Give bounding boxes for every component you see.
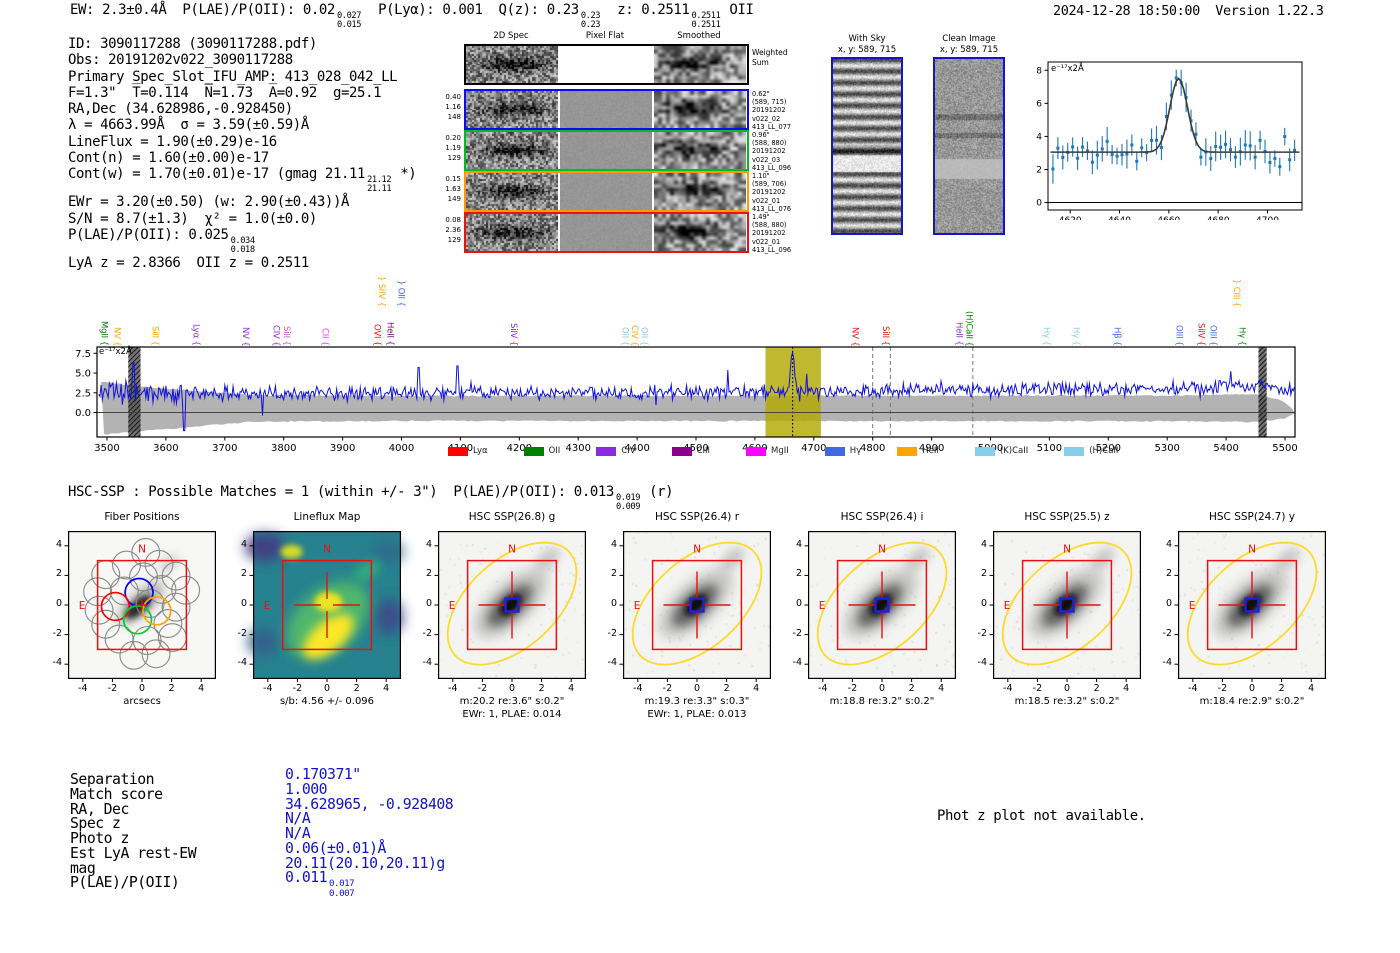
svg-text:E: E <box>78 600 86 612</box>
panel-ytick: 2 <box>795 568 802 580</box>
match-table-labels <box>70 773 196 891</box>
cutout-row <box>464 171 749 212</box>
svg-text:E: E <box>448 600 456 612</box>
legend-label: HeII <box>922 446 939 456</box>
panel-xtick: -2 <box>107 683 118 694</box>
panel-title: HSC SSP(26.4) i <box>840 511 924 523</box>
panel-hsc-6 <box>1148 510 1356 725</box>
panel-xtick: -2 <box>847 683 858 694</box>
svg-text:N: N <box>878 543 886 556</box>
match-row-value: 0.011 0.017 0.007 <box>285 869 355 899</box>
cutout-left-line: 129 <box>447 236 461 244</box>
spectrum-line-label-NV: NV { <box>239 326 250 346</box>
cutout-right-line: v022_01 <box>752 196 781 205</box>
cutout-right-line: 20191202 <box>752 106 786 115</box>
cutout-row-right-label <box>752 213 791 254</box>
legend-swatch <box>746 447 766 456</box>
panel-xtick: -4 <box>448 683 458 694</box>
panel-fiber-0 <box>38 510 246 725</box>
stacked-uncertainty: 0.2511 0.2511 <box>691 10 721 30</box>
info-line: Obs: 20191202v022_3090117288 <box>68 52 293 69</box>
legend-swatch <box>448 447 468 456</box>
panel-xtick: 4 <box>1308 683 1315 694</box>
panel-image-hsc <box>808 531 956 679</box>
cutout-image-smooth <box>654 91 746 128</box>
info-line: Cont(n) = 1.60(±0.00)e-17 <box>68 150 269 167</box>
match-row-label: P(LAE)/P(OII) <box>70 874 180 892</box>
panel-ytick: -2 <box>422 627 432 639</box>
legend-item-KCaII <box>975 446 1028 456</box>
cutout-image-spec2d <box>466 173 558 210</box>
panel-xtick: -2 <box>477 683 488 694</box>
legend-label: (H)CaII <box>1089 446 1119 456</box>
panel-xlabel: m:18.8 re:3.2" s:0.2" <box>829 696 935 707</box>
info-line: LineFlux = 1.90(±0.29)e-16 <box>68 133 277 150</box>
cutout-row <box>464 130 749 171</box>
panel-xtick: -4 <box>1003 683 1013 694</box>
cutout-row <box>464 44 749 85</box>
svg-text:N: N <box>323 543 331 556</box>
panel-xtick: 4 <box>568 683 575 694</box>
match-row-label: Photo z <box>70 830 129 847</box>
svg-text:E: E <box>1188 600 1196 612</box>
match-row-label: Est LyA rest-EW <box>70 844 197 862</box>
legend-item-Ly <box>448 446 488 456</box>
spectrum-line-label-SiII: SiII { <box>880 326 891 346</box>
spectrum-line-label-SiIV: SiIV { <box>507 323 518 346</box>
match-row-value: N/A <box>285 825 311 842</box>
cutout-left-line: 148 <box>447 113 461 121</box>
sky-panel-sky <box>831 57 903 235</box>
cutout-column-title: Pixel Flat <box>585 31 625 41</box>
panel-ytick: 4 <box>1165 538 1172 550</box>
panel-flux-1 <box>223 510 431 725</box>
spectrum-line-label-OII: OII { <box>619 327 630 346</box>
legend-label: MgII <box>771 446 789 456</box>
panel-ytick: -2 <box>52 627 62 639</box>
legend-label: Lyα <box>473 446 488 456</box>
spectrum-line-label-H: Hγ { <box>1070 327 1081 346</box>
cutout-left-line: 1.16 <box>445 103 461 111</box>
legend-label: CIII <box>696 446 711 456</box>
spectrum-line-label-SiIV: SiIV { <box>1195 323 1206 346</box>
panel-ytick: 0 <box>55 598 62 609</box>
spectrum-line-label-MgII: MgII { <box>98 321 109 346</box>
cutout-image-smooth <box>654 173 746 210</box>
panel-ytick: 4 <box>425 538 432 550</box>
panel-title: HSC SSP(25.5) z <box>1024 511 1110 523</box>
panel-ytick: 2 <box>425 568 432 580</box>
panel-image-hsc <box>993 531 1141 679</box>
panel-xtick: 2 <box>1093 683 1100 694</box>
legend-swatch <box>825 447 845 456</box>
panel-title: HSC SSP(24.7) y <box>1208 511 1295 523</box>
legend-item-HCaII <box>1064 446 1118 456</box>
panel-ytick: -4 <box>1162 657 1172 669</box>
panel-hsc-2 <box>408 510 616 725</box>
spectrum-line-label-Ly: Lyα { <box>190 324 201 346</box>
cutout-left-line: 0.40 <box>445 93 461 101</box>
sky-image <box>833 59 901 233</box>
cutout-left-line: 1.63 <box>445 185 461 193</box>
panel-ytick: 4 <box>55 538 62 550</box>
panel-ytick: -2 <box>977 627 987 639</box>
cutout-row-left-label <box>437 133 461 163</box>
photz-note: Phot z plot not available. <box>937 808 1146 824</box>
cutout-image-spec2d <box>466 214 558 251</box>
panel-xlabel: m:18.4 re:2.9" s:0.2" <box>1199 696 1305 707</box>
cutout-row-right-label <box>752 48 788 67</box>
panel-ytick: 0 <box>240 598 247 609</box>
panel-ytick: 0 <box>980 598 987 609</box>
panel-ytick: 2 <box>1165 568 1172 580</box>
panel-xtick: -2 <box>1032 683 1043 694</box>
panel-xtick: 0 <box>878 683 886 694</box>
match-row-label: RA, Dec <box>70 800 129 818</box>
cutout-row <box>464 89 749 130</box>
detection-info-block <box>68 36 416 271</box>
cutout-image-smooth <box>654 132 746 169</box>
cutout-row-right-label <box>752 90 791 131</box>
legend-swatch <box>897 447 917 456</box>
info-line: λ = 4663.99Å σ = 3.59(±0.59)Å <box>68 117 309 134</box>
panel-ytick: 2 <box>980 568 987 580</box>
cutout-image-spec2d <box>466 132 558 169</box>
info-line: S/N = 8.7(±1.3) χ² = 1.0(±0.0) <box>68 210 317 227</box>
spectrum-line-label-H: Hβ { <box>1111 326 1122 346</box>
panel-xtick: 2 <box>723 683 730 694</box>
cutout-right-line: 413_LL_096 <box>752 163 792 172</box>
cutout-column-title: Smoothed <box>677 31 721 41</box>
cutout-image-smooth <box>654 214 746 251</box>
panel-image-hsc <box>1178 531 1326 679</box>
spectrum-line-label-NV: NV { <box>111 326 122 346</box>
cutout-image-flat <box>560 91 652 128</box>
panel-ytick: 0 <box>1165 598 1172 609</box>
spectrum-line-label-SiII: SiII { <box>149 326 160 346</box>
panel-ytick: 0 <box>610 598 617 609</box>
panel-xtick: 4 <box>753 683 760 694</box>
sky-title-line: x, y: 589, 715 <box>837 45 897 55</box>
panel-xtick: -2 <box>1217 683 1228 694</box>
cutout-right-line: 0.62" <box>752 90 770 98</box>
cutout-row-left-label <box>437 215 461 245</box>
match-row-label: Match score <box>70 785 163 803</box>
panel-hsc-5 <box>963 510 1171 725</box>
panel-xtick: 0 <box>323 683 331 694</box>
panel-ytick: 2 <box>610 568 617 580</box>
spectrum-line-label-CIII: } CIII { <box>1231 278 1242 307</box>
spectrum-legend <box>448 446 1118 456</box>
cutout-right-line: Weighted <box>752 48 788 57</box>
panel-title: Fiber Positions <box>104 511 180 523</box>
legend-item-MgII <box>746 446 789 456</box>
cutout-right-line: 0.96" <box>752 131 770 139</box>
stacked-uncertainty: 21.12 21.11 <box>367 175 392 195</box>
panel-ytick: -4 <box>977 657 987 669</box>
cutout-image-white <box>560 46 652 83</box>
svg-text:N: N <box>1248 543 1256 556</box>
info-line: P(LAE)/P(OII): 0.025 0.034 0.018 <box>68 227 255 256</box>
cutout-left-line: 2.36 <box>445 226 461 234</box>
cutout-right-line: Sum <box>752 57 769 67</box>
info-line: Cont(w) = 1.70(±0.01)e-17 (gmag 21.11 21.12 21.11 *) <box>68 166 417 195</box>
legend-item-HeII <box>897 446 939 456</box>
cutout-left-line: 0.08 <box>445 216 461 224</box>
spectrum-line-label-OVI: OVI { <box>371 324 382 346</box>
panel-title: Lineflux Map <box>293 511 361 523</box>
cutout-right-line: (589, 715) <box>752 98 787 107</box>
panel-ytick: -4 <box>237 657 247 669</box>
cutout-right-line: v022_03 <box>752 155 781 164</box>
match-table-values <box>285 768 453 899</box>
match-row-label: mag <box>70 859 96 877</box>
cutout-left-line: 1.19 <box>445 144 461 152</box>
cutout-right-line: (588, 880) <box>752 139 787 148</box>
cutout-image-smooth <box>654 46 746 83</box>
panel-xtick: 4 <box>938 683 945 694</box>
legend-item-CIV <box>596 446 635 456</box>
panel-ytick: 0 <box>795 598 802 609</box>
panel-xtick: 2 <box>168 683 175 694</box>
panel-ytick: -2 <box>1162 627 1172 639</box>
panel-title: HSC SSP(26.8) g <box>468 511 556 523</box>
panel-xtick: 4 <box>1123 683 1130 694</box>
panel-xtick: -2 <box>292 683 303 694</box>
spectrum-line-label-HeII: HeII { <box>384 322 395 346</box>
panel-caption2: EWr: 1, PLAE: 0.013 <box>647 709 747 720</box>
cutout-right-line: (589, 706) <box>752 180 787 189</box>
cutout-row <box>464 212 749 253</box>
cutout-image-spec2d <box>466 91 558 128</box>
spectrum-line-label-NV: NV { <box>849 326 860 346</box>
timestamp-version: 2024-12-28 18:50:00 Version 1.22.3 <box>1053 3 1324 19</box>
panel-xtick: -4 <box>78 683 88 694</box>
panel-ytick: 4 <box>240 538 247 550</box>
spectrum-line-label-SiIV: } SiIV { <box>375 276 386 307</box>
stacked-uncertainty: 0.017 0.007 <box>329 878 355 899</box>
cutout-left-line: 129 <box>447 154 461 162</box>
sky-title-line: x, y: 589, 715 <box>939 45 999 55</box>
panel-ytick: 2 <box>240 568 247 580</box>
info-line: RA,Dec (34.628986,-0.928450) <box>68 101 293 118</box>
legend-swatch <box>672 447 692 456</box>
match-row-value: 0.170371" <box>285 766 361 783</box>
legend-swatch <box>1064 447 1084 456</box>
sky-panel-clean <box>933 57 1005 235</box>
spectrum-line-label-OII: OII { <box>638 327 649 346</box>
panel-ytick: 2 <box>55 568 62 580</box>
svg-text:E: E <box>1003 600 1011 612</box>
panel-ytick: 4 <box>795 538 802 550</box>
stacked-uncertainty: 0.034 0.018 <box>230 235 255 256</box>
stacked-uncertainty: 0.027 0.015 <box>336 10 362 30</box>
spectrum-line-label-OIII: OIII { <box>1173 324 1184 346</box>
legend-swatch <box>975 447 995 456</box>
match-row-value: 20.11(20.10,20.11)g <box>285 854 445 872</box>
cutout-left-line: 0.20 <box>445 134 461 142</box>
panel-xtick: 0 <box>508 683 516 694</box>
panel-ytick: 4 <box>980 538 987 550</box>
panel-caption2: EWr: 1, PLAE: 0.014 <box>462 709 562 720</box>
panel-hsc-3 <box>593 510 801 725</box>
panel-xtick: -4 <box>818 683 828 694</box>
cutout-right-line: 413_LL_076 <box>752 204 792 213</box>
match-row-value: 1.000 <box>285 780 328 798</box>
cutout-left-line: 149 <box>447 195 461 203</box>
cutout-image-flat <box>560 173 652 210</box>
cutout-right-line: 1.49" <box>752 213 770 221</box>
cutout-right-line: 20191202 <box>752 229 786 238</box>
cutout-column-title: 2D Spec <box>493 31 529 41</box>
legend-label: CIV <box>621 446 636 456</box>
spectrum-line-label-SiII: SiII { <box>281 326 292 346</box>
hsc-matches-header: HSC-SSP : Possible Matches = 1 (within +/- 3") P(LAE)/P(OII): 0.013 0.019 0.009 (r) <box>68 484 674 512</box>
cutout-right-line: v022_01 <box>752 237 781 246</box>
spectrum-line-label-H: Hγ { <box>1236 327 1247 346</box>
cutout-row-right-label <box>752 172 791 213</box>
match-row-value: N/A <box>285 810 311 828</box>
panel-ytick: 4 <box>610 538 617 550</box>
panel-xlabel: m:19.3 re:3.3" s:0.3" <box>644 696 750 707</box>
cutout-right-line: 20191202 <box>752 188 786 197</box>
match-row-value: 0.06(±0.01)Å <box>285 839 386 857</box>
panel-ytick: -2 <box>792 627 802 639</box>
panel-ytick: -2 <box>607 627 617 639</box>
panel-xtick: -4 <box>633 683 643 694</box>
panel-ytick: 0 <box>425 598 432 609</box>
legend-label: Hγ <box>849 446 862 456</box>
panel-ytick: -4 <box>607 657 617 669</box>
legend-swatch <box>596 447 616 456</box>
svg-text:N: N <box>1063 543 1071 556</box>
spectrum-line-label-HeII: HeII { <box>953 322 964 346</box>
cutout-image-flat <box>560 132 652 169</box>
info-line: F=1.3" T̅=0.114 N̅=1.73 A̅=0.92 g=25.1 <box>68 84 382 101</box>
info-line: EWr = 3.20(±0.50) (w: 2.90(±0.43))Å <box>68 194 350 211</box>
match-row-label: Separation <box>70 771 155 788</box>
info-line: LyA z = 2.8366 OII z = 0.2511 <box>68 255 309 272</box>
panel-xtick: -2 <box>662 683 673 694</box>
sky-title-line: Clean Image <box>942 34 996 44</box>
panel-image-hsc <box>623 531 771 679</box>
panel-ytick: -4 <box>52 657 62 669</box>
panel-image-flux <box>253 531 401 679</box>
legend-item-H <box>825 446 861 456</box>
panel-xtick: 2 <box>353 683 360 694</box>
legend-swatch <box>524 447 544 456</box>
panel-image-hsc <box>438 531 586 679</box>
panel-xtick: 2 <box>1278 683 1285 694</box>
panel-xtick: 2 <box>908 683 915 694</box>
panel-ytick: -2 <box>237 627 247 639</box>
svg-text:E: E <box>818 600 826 612</box>
legend-item-OII <box>524 446 561 456</box>
panel-xtick: 0 <box>693 683 701 694</box>
svg-text:N: N <box>693 543 701 556</box>
panel-xtick: 0 <box>1063 683 1071 694</box>
panel-xlabel: m:20.2 re:3.6" s:0.2" <box>459 696 565 707</box>
summary-header: EW: 2.3±0.4Å P(LAE)/P(OII): 0.02 0.027 0.015 P(Lyα): 0.001 Q(z): 0.23 0.23 0.23 z: 0.2511 0.2511 0.2511 OII <box>70 2 754 30</box>
panel-xtick: 4 <box>198 683 205 694</box>
svg-text:N: N <box>138 543 146 556</box>
spectrum-line-label-CII: CII { <box>319 327 330 346</box>
cutout-image-flat <box>560 214 652 251</box>
panel-hsc-4 <box>778 510 986 725</box>
full-spectrum-chart <box>60 335 1340 463</box>
stacked-uncertainty: 0.019 0.009 <box>615 492 641 512</box>
panel-xtick: 2 <box>538 683 545 694</box>
cutout-right-line: (588, 880) <box>752 221 787 230</box>
panel-xlabel: s/b: 4.56 +/- 0.096 <box>279 696 375 707</box>
cutout-row-left-label <box>437 174 461 204</box>
panel-xlabel: arcsecs <box>123 696 161 707</box>
svg-text:E: E <box>263 600 271 612</box>
panel-xtick: 0 <box>138 683 146 694</box>
stacked-uncertainty: 0.23 0.23 <box>580 10 601 30</box>
cutout-left-line: 0.15 <box>445 175 461 183</box>
cutout-row-right-label <box>752 131 791 172</box>
cutout-right-line: 413_LL_077 <box>752 122 792 131</box>
cutout-right-line: 20191202 <box>752 147 786 156</box>
panel-ytick: -4 <box>422 657 432 669</box>
panel-title: HSC SSP(26.4) r <box>654 511 740 523</box>
sky-title-line: With Sky <box>848 34 886 44</box>
spectrum-line-label-HCaII: (H)CaII { <box>963 310 974 346</box>
info-line: Primary Spec_Slot_IFU_AMP: 413_028_042_LL <box>68 68 398 85</box>
cutout-image-spec2d <box>466 46 558 83</box>
panel-xlabel: m:18.5 re:3.2" s:0.2" <box>1014 696 1120 707</box>
panel-xtick: -4 <box>263 683 273 694</box>
cutout-right-line: 413_LL_096 <box>752 245 792 254</box>
spectrum-line-label-CIV: CIV { <box>629 324 640 346</box>
match-row-value: 34.628965, -0.928408 <box>285 795 454 813</box>
legend-label: (K)CaII <box>999 446 1029 456</box>
cutout-right-line: 1.10" <box>752 172 770 180</box>
spectrum-line-label-CIV: CIV { <box>270 324 281 346</box>
svg-text:N: N <box>508 543 516 556</box>
panel-xtick: -4 <box>1188 683 1198 694</box>
cutout-right-line: v022_02 <box>752 114 781 123</box>
spectrum-line-label-OIII: OIII { <box>1207 324 1218 346</box>
sky-panel-title <box>909 34 1029 56</box>
svg-text:E: E <box>633 600 641 612</box>
legend-label: OII <box>548 446 561 456</box>
panel-image-fiber <box>68 531 216 679</box>
sky-image <box>935 59 1003 233</box>
spectrum-line-label-OII: } OII { <box>395 280 406 307</box>
panel-ytick: -4 <box>792 657 802 669</box>
panel-xtick: 0 <box>1248 683 1256 694</box>
match-row-label: Spec z <box>70 815 121 833</box>
panel-xtick: 4 <box>383 683 390 694</box>
legend-item-CIII <box>672 446 710 456</box>
spectrum-line-label-H: Hγ { <box>1040 327 1051 346</box>
line-fit-chart <box>1015 48 1315 220</box>
info-line: ID: 3090117288 (3090117288.pdf) <box>68 36 317 52</box>
cutout-row-left-label <box>437 92 461 122</box>
